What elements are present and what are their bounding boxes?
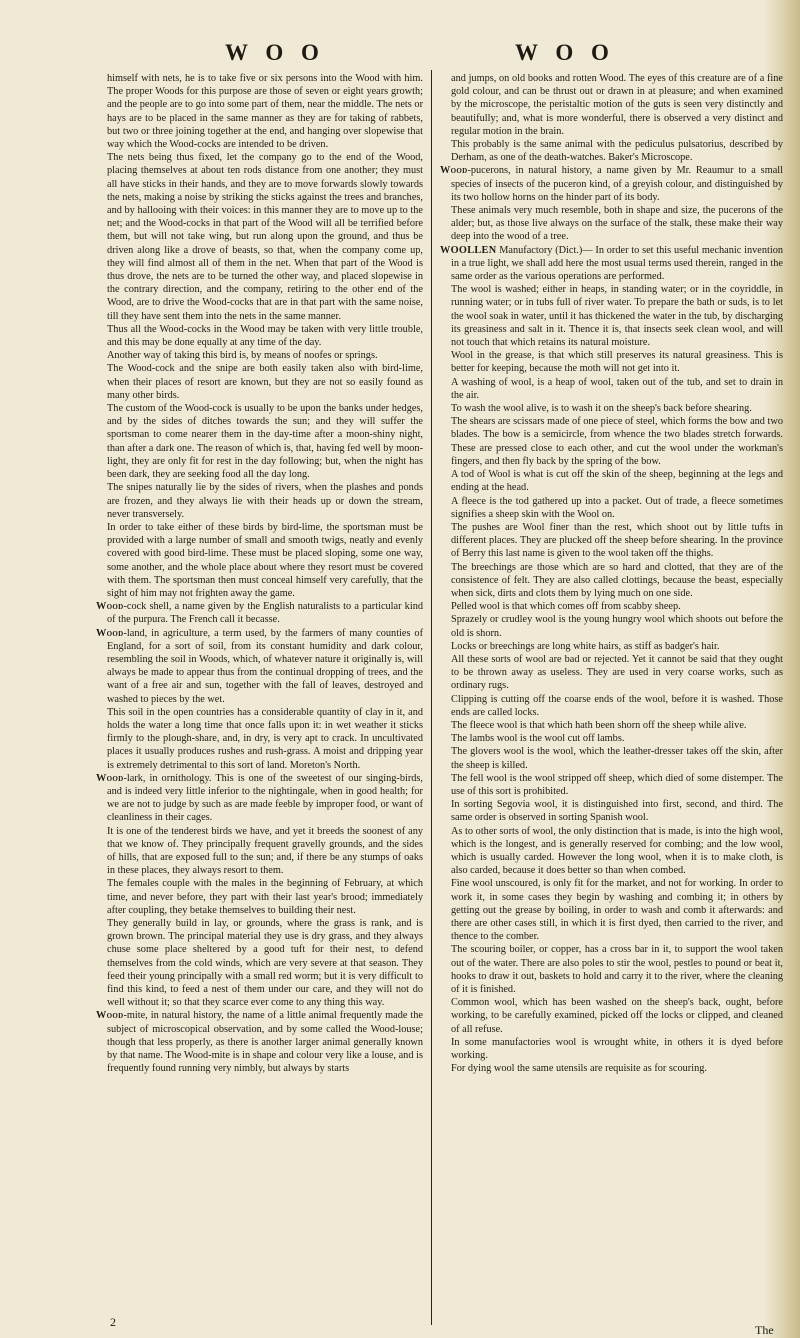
paragraph-text: It is one of the tenderest birds we have, and yet it breeds the soonest of any that we know of. They principally frequent gravelly grounds, and the sides of hills, that are exposed full to the sun; and, if there be any stumps of oaks in these places, they always resort to them. (107, 825, 423, 877)
paragraph (440, 745, 783, 771)
paragraph-text: and jumps, on old books and rotten Wood. The eyes of this creature are of a fine gold colour, and can be thrust out or drawn in at pleasure; and when examined by the microscope, the peristaltic motion of the guts is seen very distinctly and beautifully; and, what is more wonderful, there is observed a very distinct and regular motion in the brain. (451, 73, 783, 137)
paragraph-text: Thus all the Wood-cocks in the Wood may be taken with very little trouble, and this may be done equally at any time of the day. (107, 323, 423, 349)
entry-headword: Wood (96, 1010, 124, 1022)
paragraph (440, 613, 783, 639)
paragraph (96, 877, 423, 917)
left-column (96, 72, 423, 1075)
paragraph (96, 362, 423, 402)
dictionary-entry (440, 244, 783, 284)
paragraph (440, 204, 783, 244)
paragraph-text: Manufactory (Dict.)— In order to set this useful mechanic invention in a true light, we shall add here the most usual terms used therein, ranged in the same order as the various operations are performed. (451, 244, 783, 283)
paragraph-text: The snipes naturally lie by the sides of rivers, when the plashes and ponds are frozen, and they always lie with their heads up or down the stream, never transversely. (107, 482, 423, 520)
paragraph (440, 561, 783, 601)
dictionary-entry (96, 627, 423, 706)
paragraph (96, 481, 423, 521)
paragraph (440, 772, 783, 798)
paragraph-text: A washing of wool, is a heap of wool, taken out of the tub, and set to drain in the air. (451, 376, 783, 401)
paragraph (440, 996, 783, 1036)
paragraph (440, 732, 783, 745)
paragraph-text: -lark, in ornithology. This is one of the sweetest of our singing-birds, and is indeed very little inferior to the nightingale, when in good health; for we are not to judge by such as are made feeble by improper food, or want of cleanliness in their cages. (107, 772, 423, 824)
paragraph (440, 376, 783, 402)
paragraph (440, 1062, 783, 1075)
paragraph (440, 719, 783, 732)
paragraph-text: As to other sorts of wool, the only distinction that is made, is into the high wool, which is the longest, and is generally reserved for combing; and the low wool, which is usually carded. However the long wool, when it is to make cloth, is also carded, because it does better so than when combed. (451, 825, 783, 877)
paragraph-text: The fell wool is the wool stripped off sheep, which died of some distemper. The use of this sort is prohibited. (451, 772, 783, 797)
paragraph-text: They generally build in lay, or grounds, where the grass is rank, and is grown brown. The principal material they use is dry grass, and they always chuse some place sheltered by a good tuft for their nest, to defend themselves from the cold winds, which are very severe at that season. They feed their young principally with a small red worm; but it is very difficult to find this kind, to feed a nest of them under our care, and they will not do well without it; so that they scarce ever come to any thing this way. (107, 918, 423, 1009)
entry-headword: Wood (96, 772, 124, 784)
dictionary-entry (96, 772, 423, 825)
paragraph-text: Common wool, which has been washed on the sheep's back, ought, before working, to be carefully examined, picked off the locks or clipped, and cleaned of all refuse. (451, 997, 783, 1035)
paragraph-text: -cock shell, a name given by the English naturalists to a particular kind of the purpura. The French call it becasse. (107, 601, 423, 626)
dictionary-entry (96, 1009, 423, 1075)
paragraph-text: The breechings are those which are so hard and clotted, that they are of the consistence of felt. They are also called clottings, because the beast, especially when sick, dirts and clots them by lying much on one side. (451, 561, 783, 599)
entry-headword: WOOLLEN (440, 244, 497, 256)
paragraph-text: The custom of the Wood-cock is usually to be upon the banks under hedges, and by the sides of ditches towards the sun; and they will suffer the sportsman to come nearer them in the day-time after a moon-shiny night, than after a dark one. The reason of which is, that, having fed well by moon-light, they are only fit for rest in the day following; but, when the night has been dark, they are seeking food all the day long. (107, 403, 423, 481)
paragraph-text: This probably is the same animal with the pediculus pulsatorius, described by Derham, as one of the death-watches. Baker's Microscope. (451, 139, 783, 164)
dictionary-entry (440, 164, 783, 204)
paragraph-text: The Wood-cock and the snipe are both easily taken also with bird-lime, when their places of resort are known, but they are not so easily found as many other birds. (107, 363, 423, 401)
paragraph-text: In sorting Segovia wool, it is distinguished into first, second, and third. The same order is observed in sorting Spanish wool. (451, 799, 783, 824)
paragraph-text: -land, in agriculture, a term used, by the farmers of many counties of England, for a sort of soil, from its constant humidity and dark colour, resembling the soil in Woods, which, of whatever nature it originally is, will always be made to appear thus from the continual dropping of trees, and the want of a free air and sun, together with the fall of leaves, destroyed and washed to pieces by the wet. (107, 627, 423, 705)
paragraph-text: The nets being thus fixed, let the company go to the end of the Wood, placing themselves at about ten rods distance from one another; they must all have sticks in their hands, and they are to move forwards slowly towards the nets, making a noise by striking the sticks against the trees and branches, and by hallooing with their voices: in this manner they are to move up to the net; and the Wood-cocks in that part of the Wood will all be terrified before them, but will not take wing, but run along upon the ground, and thus be driven along like a drove of beasts, so that, when the company come up, they will find almost all of them in the net. When that part of the Wood is thus drove, the nets are to be turned the other way, and placed slopewise in the contrary direction, and the company, retiring to the other end of the Wood, are to drive the Wood-cocks that are in that part with the same noise, till they have sent them into the nets in the same manner. (107, 152, 423, 322)
paragraph (440, 521, 783, 561)
paragraph-text: All these sorts of wool are bad or rejected. Yet it cannot be said that they ought to be thrown away as useless. They are used in very coarse works, such as ordinary rugs. (451, 653, 783, 692)
paragraph-text: The females couple with the males in the beginning of February, at which time, and never before, they part with their last year's brood; immediately after coupling, they betake themselves to building their nest. (107, 878, 423, 916)
entry-headword: Wood (96, 627, 124, 639)
paragraph-text: himself with nets, he is to take five or six persons into the Wood with him. The proper Woods for this purpose are those of seven or eight years growth; and the people are to go into some part of them, near the middle. The nets or hays are to be placed in the same manner as they are for taking of rabbets, but two or three joining together at the end, and hanging over slopewise that way which the Wood-cocks are intended to be driven. (107, 73, 423, 151)
paragraph-text: In order to take either of these birds by bird-lime, the sportsman must be provided with a large number of small and smooth twigs, neatly and evenly covered with good bird-lime. These must be placed sloping, some one way, some another, and the whole place about where they resort must be covered with them. The sportsman then must conceal himself very carefully, that the sight of him may not frighten away the game. (107, 521, 423, 599)
paragraph-text: A tod of Wool is what is cut off the skin of the sheep, beginning at the legs and ending at the head. (451, 469, 783, 494)
page-number: 2 (110, 1315, 116, 1329)
paragraph (440, 798, 783, 824)
entry-headword: Wood (96, 601, 124, 613)
paragraph-text: The lambs wool is the wool cut off lambs. (451, 733, 625, 745)
paragraph-text: Sprazely or crudley wool is the young hungry wool which shoots out before the old is shorn. (451, 614, 783, 639)
paragraph (440, 943, 783, 996)
paragraph-text: A fleece is the tod gathered up into a packet. Out of trade, a fleece sometimes signifies a sheep skin with the Wool on. (451, 495, 783, 520)
paragraph-text: Locks or breechings are long white hairs, as stiff as badger's hair. (451, 640, 720, 652)
paragraph-text: -pucerons, in natural history, a name given by Mr. Reaumur to a small species of insects of the puceron kind, of a greyish colour, and distinguished by its two hollow horns on the hinder part of its body. (451, 165, 783, 203)
paragraph-text: For dying wool the same utensils are requisite as for scouring. (451, 1063, 707, 1075)
paragraph (96, 402, 423, 481)
running-head-right: W O O (515, 40, 615, 65)
entry-headword: Wood (440, 165, 468, 177)
paragraph (96, 323, 423, 349)
paragraph (96, 706, 423, 772)
paragraph-text: Wool in the grease, is that which still preserves its natural greasiness. This is better for keeping, because the moth will not get into it. (451, 350, 783, 375)
paragraph-text: Clipping is cutting off the coarse ends of the wool, before it is washed. Those ends are called locks. (451, 693, 783, 718)
paragraph-text: The glovers wool is the wool, which the leather-dresser takes off the skin, after the sheep is killed. (451, 746, 783, 771)
paragraph (96, 917, 423, 1009)
paragraph (440, 415, 783, 468)
paragraph-text: The pushes are Wool finer than the rest, which shoot out by little tufts in different places. They are plucked off the sheep before shearing. In the province of Berry this last name is given to the wool taken off the thighs. (451, 521, 783, 560)
paragraph (440, 877, 783, 943)
paragraph (440, 1036, 783, 1062)
paragraph-text: The scouring boiler, or copper, has a cross bar in it, to support the wool taken out of the water. There are also poles to stir the wool, pestles to pound or beat it, hooks to draw it out, baskets to hold and carry it to the river, where the cleaning of it is finished. (451, 944, 783, 996)
paragraph (440, 349, 783, 375)
paragraph-text: To wash the wool alive, is to wash it on the sheep's back before shearing. (451, 403, 752, 415)
paragraph-text: The fleece wool is that which hath been shorn off the sheep while alive. (451, 719, 747, 731)
paragraph-text: Pelled wool is that which comes off from scabby sheep. (451, 601, 681, 613)
paragraph (440, 468, 783, 494)
paragraph (440, 825, 783, 878)
paragraph-text: The shears are scissars made of one piece of steel, which forms the bow and two blades. The bow is a semicircle, from whence the two blades stretch forwards. These are pressed close to each other, and cut the wool under the workman's fingers, and then fly back by the spring of the bow. (451, 416, 783, 467)
dictionary-entry (96, 600, 423, 626)
paragraph (96, 349, 423, 362)
paragraph (96, 521, 423, 600)
catchword: The (755, 1323, 774, 1337)
paragraph (440, 402, 783, 415)
running-head-left: W O O (225, 40, 325, 65)
paragraph-text: Another way of taking this bird is, by means of noofes or springs. (107, 350, 378, 362)
paragraph-text: -mite, in natural history, the name of a little animal frequently made the subject of microscopical observation, and by some called the Wood-louse; though that less properly, as there is another larger animal generally known by that name. The Wood-mite is in shape and colour very like a louse, and is frequently found running very nimbly, but always by starts (107, 1010, 423, 1075)
paragraph (440, 138, 783, 164)
paragraph (440, 640, 783, 653)
paragraph-text: In some manufactories wool is wrought white, in others it is dyed before working. (451, 1036, 783, 1062)
paragraph (440, 283, 783, 349)
paragraph (96, 72, 423, 151)
paragraph (440, 693, 783, 719)
paragraph (440, 600, 783, 613)
paragraph (440, 653, 783, 693)
paragraph (440, 72, 783, 138)
paragraph (440, 495, 783, 521)
paragraph (96, 825, 423, 878)
paragraph-text: The wool is washed; either in heaps, in standing water; or in the coyriddle, in running water; or in tubs full of river water. To prepare the bath or suds, is to let the wool soak in water, until it has thickened the water in the tub, by discharging its greasiness and salt in it. Thence it is, that insects seek clean wool, and will not touch that which retains its natural moisture. (451, 284, 783, 349)
paragraph (96, 151, 423, 323)
paragraph-text: This soil in the open countries has a considerable quantity of clay in it, and holds the water a long time that once falls upon it: in wet weather it sticks firmly to the plough-share, and, in dry, is very apt to crack. In uncultivated places it usually produces rushes and rush-grass. A moist and dripping year is extremely detrimental to this sort of land. Moreton's North. (107, 706, 423, 771)
right-column (440, 72, 783, 1075)
column-rule (431, 70, 432, 1325)
paragraph-text: These animals very much resemble, both in shape and size, the pucerons of the alder; but, as those live always on the surface of the stalk, these make their way deep into the wood of a tree. (451, 205, 783, 243)
paragraph-text: Fine wool unscoured, is only fit for the market, and not for working. In order to work it, in some cases they begin by washing and combing it; in others by getting out the grease by boiling, in order to wash and comb it afterwards: and there are other cases still, in which it is first dyed, then carried to the river, and thence to the comber. (451, 878, 783, 943)
